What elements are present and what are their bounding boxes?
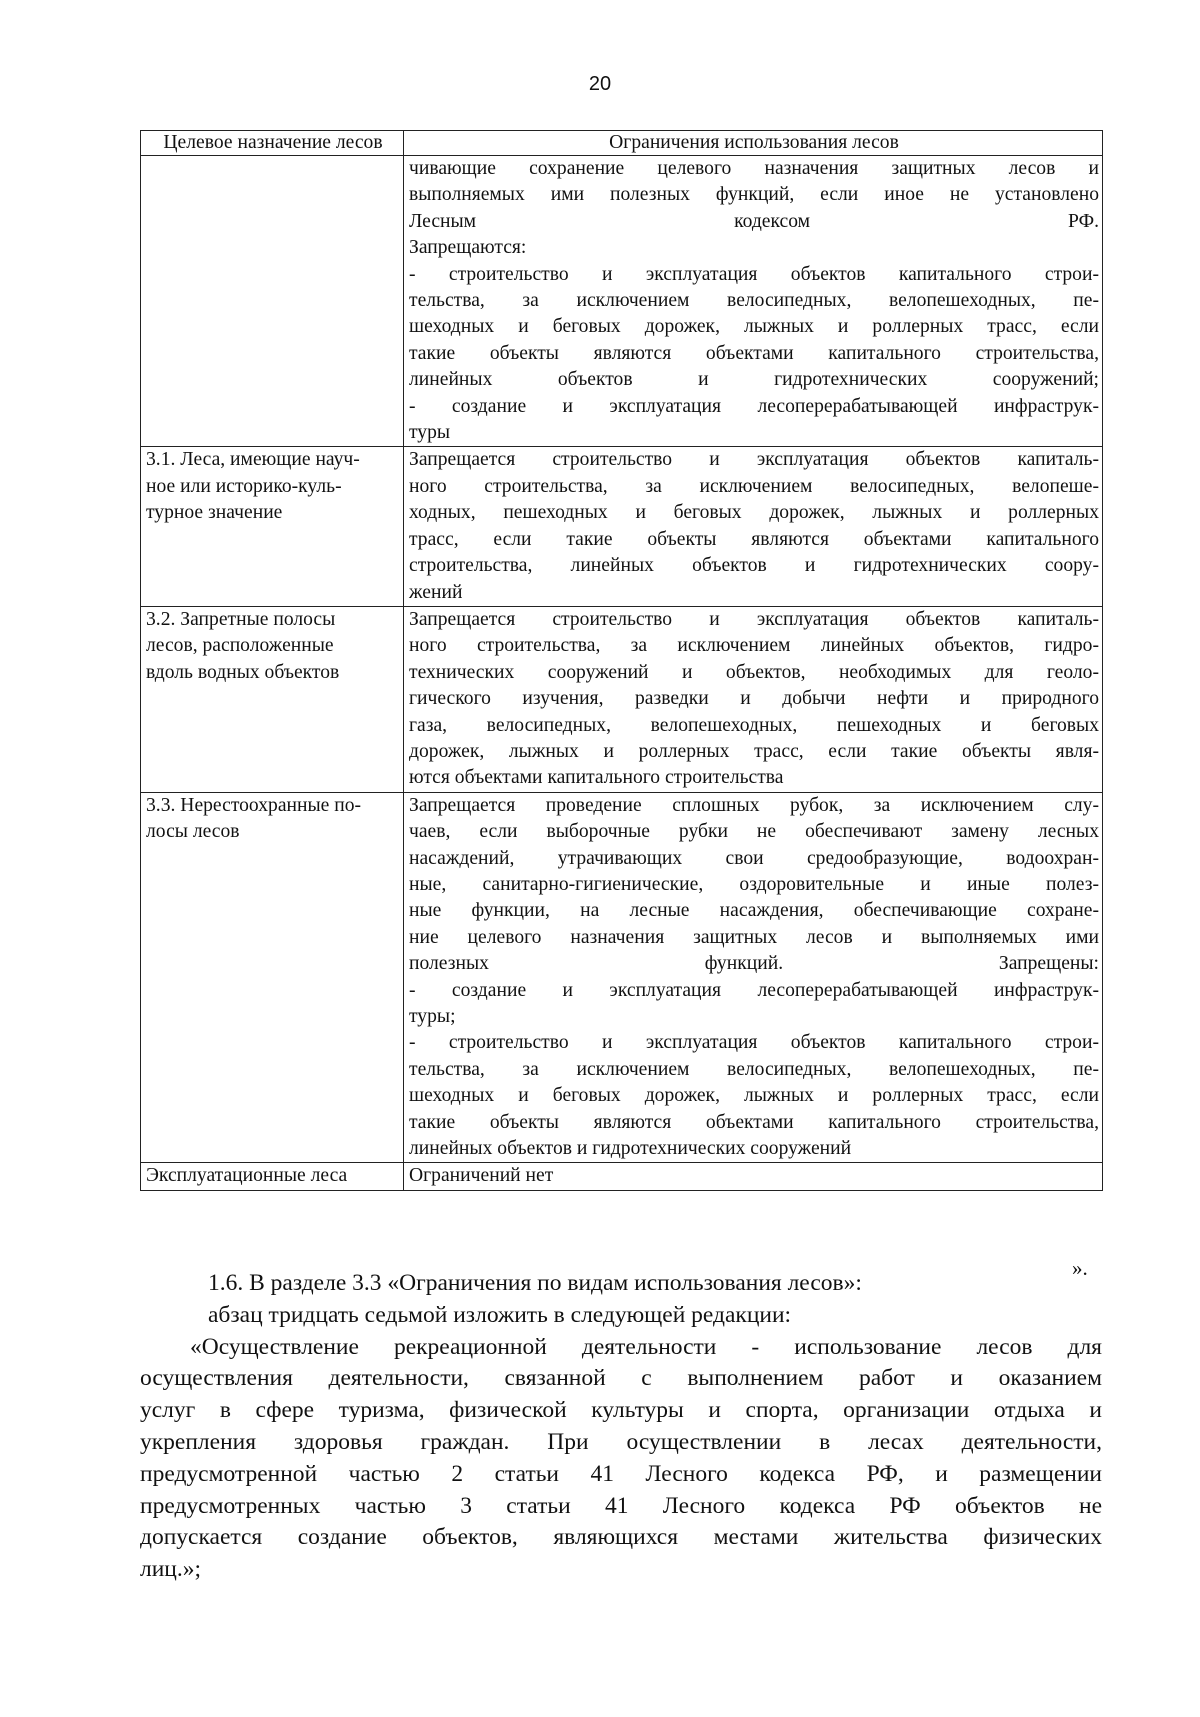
restriction-line: такие объекты являются объектами капитального строительства,	[409, 1111, 1099, 1133]
amendment-text	[140, 1268, 1102, 1586]
quote-line: услуг в сфере туризма, физической культуры и спорта, организации отдыха и	[140, 1397, 1102, 1424]
restriction-line: шеходных и беговых дорожек, лыжных и роллерных трасс, если	[409, 316, 1099, 338]
quote-line: предусмотренной частью 2 статьи 41 Лесного кодекса РФ, и размещении	[140, 1460, 1102, 1487]
restriction-line: гического изучения, разведки и добычи нефти и природного	[409, 688, 1099, 710]
table-row	[141, 792, 1103, 1163]
restriction-line: Запрещается строительство и эксплуатация объектов капиталь-	[409, 608, 1099, 630]
purpose-line: 3.2. Запретные полосы	[146, 608, 336, 630]
quote-line: «Осуществление рекреационной деятельности - использование лесов для	[190, 1333, 1102, 1360]
restriction-line: ного строительства, за исключением линейных объектов, гидро-	[409, 635, 1099, 657]
paragraph-intro: абзац тридцать седьмой изложить в следующей редакции:	[208, 1301, 792, 1328]
restriction-line: Запрещается строительство и эксплуатация объектов капиталь-	[409, 449, 1099, 471]
restriction-line: газа, велосипедных, велопешеходных, пешеходных и беговых	[409, 714, 1099, 736]
restriction-line: такие объекты являются объектами капитального строительства,	[409, 342, 1099, 364]
header-restrictions: Ограничения использования лесов	[404, 131, 1103, 156]
quote-paragraph	[140, 1332, 1102, 1586]
quote-line: укрепления здоровья граждан. При осуществлении в лесах деятельности,	[140, 1428, 1102, 1455]
restriction-cell	[404, 606, 1103, 792]
purpose-line: лосы лесов	[146, 821, 240, 843]
restriction-line: тельства, за исключением велосипедных, велопешеходных, пе-	[409, 290, 1099, 312]
restriction-line: Ограничений нет	[409, 1165, 554, 1187]
page-number: 20	[588, 73, 612, 95]
purpose-line: ное или историко-куль-	[146, 475, 342, 497]
closing-quote: ».	[1072, 1256, 1088, 1280]
restriction-line: линейных объектов и гидротехнических сооружений	[409, 1138, 852, 1160]
restriction-line: ные функции, на лесные насаждения, обеспечивающие сохране-	[409, 900, 1099, 922]
quote-line: осуществления деятельности, связанной с выполнением работ и оказанием	[140, 1365, 1102, 1392]
forest-restrictions-table	[140, 130, 1103, 1191]
purpose-cell	[141, 606, 404, 792]
restriction-line: ются объектами капитального строительства	[409, 767, 784, 789]
restriction-line: ние целевого назначения защитных лесов и выполняемых ими	[409, 926, 1099, 948]
purpose-line: Эксплуатационные леса	[146, 1165, 348, 1187]
restriction-line: - создание и эксплуатация лесоперерабатывающей инфраструк-	[409, 979, 1099, 1001]
restriction-line: ные, санитарно-гигиенические, оздоровительные и иные полез-	[409, 873, 1099, 895]
table-row	[141, 1163, 1103, 1190]
restriction-line: жений	[409, 581, 463, 603]
purpose-line: вдоль водных объектов	[146, 661, 340, 683]
restriction-line: - строительство и эксплуатация объектов капитального строи-	[409, 263, 1099, 285]
restriction-line: туры;	[409, 1006, 456, 1027]
restriction-cell	[404, 792, 1103, 1163]
table-row	[141, 447, 1103, 606]
restriction-cell	[404, 447, 1103, 606]
restriction-line: чаев, если выборочные рубки не обеспечивают замену лесных	[409, 821, 1099, 843]
section-heading: 1.6. В разделе 3.3 «Ограничения по видам использования лесов»:	[208, 1270, 862, 1296]
restriction-line: туры	[409, 422, 451, 444]
restriction-line: трасс, если такие объекты являются объектами капитального	[409, 528, 1099, 550]
purpose-line: 3.1. Леса, имеющие науч-	[146, 449, 360, 471]
purpose-line: 3.3. Нерестоохранные по-	[146, 794, 362, 816]
restriction-line: линейных объектов и гидротехнических сооружений;	[409, 369, 1099, 391]
restriction-line: чивающие сохранение целевого назначения защитных лесов и	[409, 158, 1099, 179]
restriction-line: полезных функций. Запрещены:	[409, 953, 1099, 975]
restriction-line: - строительство и эксплуатация объектов капитального строи-	[409, 1032, 1099, 1054]
restriction-line: ного строительства, за исключением велосипедных, велопеше-	[409, 475, 1099, 497]
purpose-cell	[141, 792, 404, 1163]
restriction-line: выполняемых ими полезных функций, если иное не установлено	[409, 184, 1099, 206]
restriction-line: тельства, за исключением велосипедных, велопешеходных, пе-	[409, 1058, 1099, 1080]
purpose-cell	[141, 1163, 404, 1190]
restriction-line: технических сооружений и объектов, необходимых для геоло-	[409, 661, 1099, 683]
table-header-row	[141, 131, 1103, 156]
header-purpose: Целевое назначение лесов	[141, 131, 404, 156]
table-body	[141, 156, 1103, 1191]
restriction-cell	[404, 156, 1103, 447]
purpose-line: лесов, расположенные	[146, 635, 334, 657]
quote-line: предусмотренных частью 3 статьи 41 Лесного кодекса РФ объектов не	[140, 1492, 1102, 1519]
restriction-line: Лесным кодексом РФ.	[409, 210, 1099, 232]
quote-line: лиц.»;	[140, 1556, 202, 1583]
purpose-cell	[141, 156, 404, 447]
restriction-line: - создание и эксплуатация лесоперерабатывающей инфраструк-	[409, 395, 1099, 417]
restriction-line: строительства, линейных объектов и гидротехнических соору-	[409, 555, 1099, 577]
restriction-cell	[404, 1163, 1103, 1190]
table-row	[141, 156, 1103, 447]
restriction-line: дорожек, лыжных и роллерных трасс, если такие объекты явля-	[409, 740, 1099, 762]
purpose-line: турное значение	[146, 502, 283, 524]
purpose-cell	[141, 447, 404, 606]
restriction-line: Запрещаются:	[409, 237, 527, 259]
quote-line: допускается создание объектов, являющихся местами жительства физических	[140, 1524, 1102, 1551]
restriction-line: Запрещается проведение сплошных рубок, за исключением слу-	[409, 794, 1099, 816]
restriction-line: шеходных и беговых дорожек, лыжных и роллерных трасс, если	[409, 1085, 1099, 1107]
table-row	[141, 606, 1103, 792]
restriction-line: насаждений, утрачивающих свои средообразующие, водоохран-	[409, 847, 1099, 869]
restriction-line: ходных, пешеходных и беговых дорожек, лыжных и роллерных	[409, 502, 1099, 524]
